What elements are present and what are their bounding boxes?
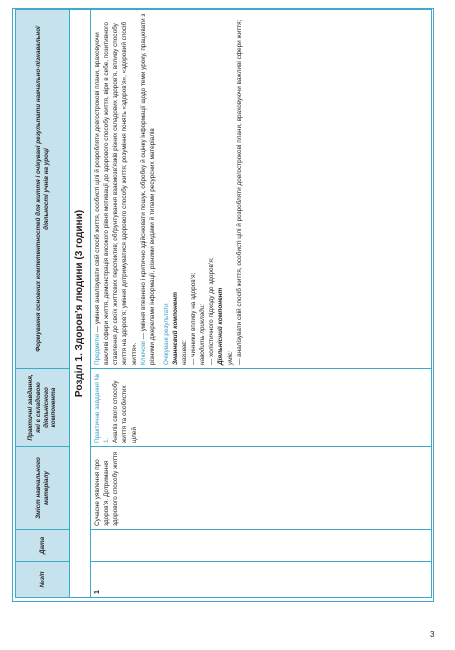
row-date <box>91 530 432 562</box>
table-row <box>91 10 432 598</box>
names-item: — чинники впливу на здоров’я; <box>190 272 198 365</box>
rotated-table-container <box>15 10 432 598</box>
section-row <box>70 10 91 598</box>
can-item: — аналізувати свій спосіб життя, особисті цілі й розробляти довгострокові плани, враховуючи важливі сфери життя; <box>235 19 243 365</box>
row-competencies <box>91 10 432 369</box>
header-tasks: Практичні завдання, які є складовою діяльнісного компонента <box>16 369 70 447</box>
results-title: Очікувані результати <box>162 303 170 365</box>
activity-title: Діяльнісний компонент <box>217 287 225 365</box>
subject-competency <box>93 13 138 365</box>
subject-text: — уміння аналізувати свій спосіб життя, особисті цілі й розробляти довгострокові плани, враховуючи важливі сфери життя, демонстрація високого рівня мотивації до здорового способу життя, віри в себе, позитивного ставлення до своїх життєвих перспектив; обґрунтування взаємозв’язків різних складових здоров’я, впливу способу життя на здоров’я; уміння дотримуватися здорового способу життя; розуміння понять «здоров’я», «здоровий спосіб життя». <box>94 21 138 365</box>
page-number: 3 <box>430 630 435 639</box>
names-label: називає: <box>181 339 189 365</box>
row-tasks <box>91 369 432 447</box>
row-num-value: 1 <box>94 590 102 594</box>
header-content: Зміст навчального матеріалу <box>16 447 70 530</box>
key-label: Ключові <box>139 341 147 365</box>
task-text: Аналіз свого способу життя та особистих цілей <box>112 380 138 443</box>
task-label: Практичне завдання № 1. <box>94 373 111 443</box>
can-label: уміє: <box>226 351 234 365</box>
row-content: Сучасне уявлення про здоров’я. Дотримання здорового способу життя <box>91 447 432 530</box>
header-date: Дата <box>16 530 70 562</box>
lesson-plan-table <box>15 9 432 598</box>
key-text: — уміння впевнено і критично здійснювати пошук, обробку й оцінку інформації щодо теми уроку, працювати з різними джерелами інформації, різними видами й типами ресурсних матеріалів <box>139 13 156 365</box>
examples-item: — холістичного підходу до здоров’я; <box>208 257 216 365</box>
expected-results <box>162 13 244 365</box>
key-competency <box>139 13 157 365</box>
header-row <box>16 10 70 598</box>
row-num <box>91 562 432 598</box>
header-num: №з/п <box>16 562 70 598</box>
section-title: Розділ 1. Здоров’я людини (3 години) <box>70 10 91 598</box>
examples-label: наводить приклади: <box>199 303 207 365</box>
header-competencies: Формування основних компетентностей для життя і очікувані результати навчально-пізнавальної діяльності учнів на уроці <box>16 10 70 369</box>
knowledge-title: Знаннєвий компонент <box>171 292 179 365</box>
subject-label: Предметні <box>94 334 102 365</box>
